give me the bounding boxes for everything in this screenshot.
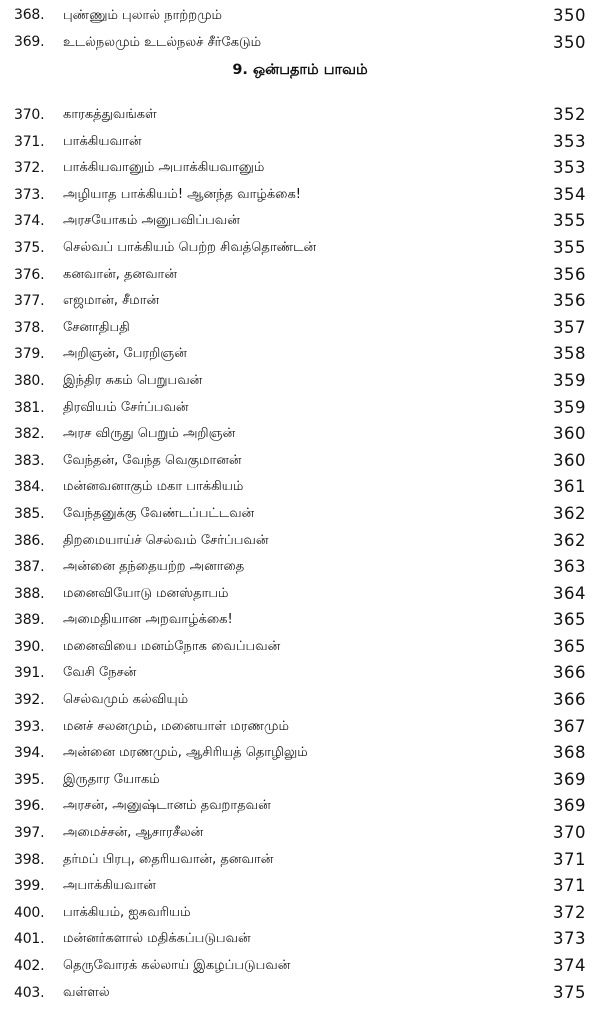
entry-number: 370. <box>14 107 45 123</box>
section-heading: 9. ஒன்பதாம் பாவம் <box>232 62 368 78</box>
entry-page-number: 365 <box>553 610 586 630</box>
entry-title: மனைவியை மனம்நோக வைப்பவன் <box>63 638 281 654</box>
entry-page-number: 372 <box>553 902 586 922</box>
entry-title: இருதார யோகம் <box>63 771 160 787</box>
entry-title: திரவியம் சேர்ப்பவன் <box>63 399 189 415</box>
contents-entry <box>0 368 600 395</box>
entry-page-number: 359 <box>553 370 586 390</box>
entry-title: தெருவோரக் கல்லாய் இகழப்படுபவன் <box>63 958 291 973</box>
entry-title: அமைதியான அறவாழ்க்கை! <box>63 612 233 628</box>
entry-page-number: 357 <box>553 317 586 337</box>
entry-title: மன்னவனாகும் மகா பாக்கியம் <box>63 479 244 495</box>
entry-number: 377. <box>14 293 45 310</box>
entry-title: வேந்தனுக்கு வேண்டப்பட்டவன் <box>63 505 255 521</box>
entry-page-number: 350 <box>553 33 586 52</box>
entry-number: 369. <box>14 34 45 50</box>
entry-title: அரச விருது பெறும் அறிஞன் <box>63 426 236 442</box>
contents-entry <box>0 926 600 953</box>
contents-entry <box>0 2 600 29</box>
contents-entry <box>0 980 600 1007</box>
contents-entry <box>0 900 600 927</box>
contents-entry <box>0 687 600 714</box>
contents-entry <box>0 395 600 422</box>
entry-number: 371. <box>14 133 45 150</box>
entry-number: 403. <box>14 984 45 1001</box>
entry-page-number: 373 <box>553 929 586 949</box>
entry-title: அபாக்கியவான் <box>63 878 156 894</box>
entry-title: செல்வப் பாக்கியம் பெற்ற சிவத்தொண்டன் <box>63 239 317 255</box>
entry-page-number: 362 <box>553 530 586 550</box>
entry-title: இந்திர சுகம் பெறுபவன் <box>63 372 203 388</box>
entry-title: பாக்கியவானும் அபாக்கியவானும் <box>63 160 265 176</box>
entry-number: 391. <box>14 665 45 682</box>
contents-entry <box>0 820 600 847</box>
contents-entry <box>0 155 600 182</box>
entry-number: 390. <box>14 638 45 655</box>
entry-title: அமைச்சன், ஆசாரசீலன் <box>63 825 204 841</box>
contents-list-ninth-house <box>0 102 600 1006</box>
entry-title: அன்னை மரணமும், ஆசிரியத் தொழிலும் <box>63 745 308 761</box>
contents-entry <box>0 528 600 555</box>
entry-title: சேனாதிபதி <box>63 319 130 335</box>
entry-number: 394. <box>14 745 45 762</box>
entry-page-number: 356 <box>553 291 586 311</box>
entry-number: 401. <box>14 931 45 948</box>
entry-number: 389. <box>14 612 45 629</box>
entry-page-number: 369 <box>553 796 586 816</box>
contents-entry <box>0 607 600 634</box>
entry-number: 381. <box>14 399 45 416</box>
entry-page-number: 368 <box>553 743 586 763</box>
contents-entry <box>0 793 600 820</box>
contents-entry <box>0 474 600 501</box>
contents-entry <box>0 288 600 315</box>
contents-entry <box>0 581 600 608</box>
contents-entry <box>0 767 600 794</box>
entry-number: 388. <box>14 585 45 602</box>
entry-page-number: 367 <box>553 716 586 736</box>
entry-page-number: 356 <box>553 264 586 284</box>
contents-entry <box>0 341 600 368</box>
entry-number: 378. <box>14 319 45 336</box>
entry-page-number: 350 <box>553 6 586 25</box>
contents-entry <box>0 262 600 289</box>
entry-number: 384. <box>14 479 45 496</box>
entry-number: 402. <box>14 958 45 974</box>
contents-entry <box>0 235 600 262</box>
entry-title: வேசி நேசன் <box>63 665 137 681</box>
contents-entry <box>0 208 600 235</box>
contents-entry <box>0 501 600 528</box>
entry-title: பாக்கியம், ஐசுவரியம் <box>63 904 191 920</box>
entry-page-number: 371 <box>553 849 586 869</box>
entry-number: 382. <box>14 426 45 443</box>
entry-title: தர்மப் பிரபு, தைரியவான், தனவான் <box>63 851 274 867</box>
entry-number: 386. <box>14 532 45 549</box>
entry-page-number: 362 <box>553 503 586 523</box>
entry-number: 373. <box>14 186 45 203</box>
entry-number: 397. <box>14 825 45 842</box>
entry-title: மன்னர்களால் மதிக்கப்படுபவன் <box>63 931 251 947</box>
entry-title: அரசன், அனுஷ்டானம் தவறாதவன் <box>63 798 271 814</box>
entry-title: மனச் சலனமும், மனையாள் மரணமும் <box>63 718 289 734</box>
entry-page-number: 355 <box>553 211 586 231</box>
entry-title: அன்னை தந்தையற்ற அனாதை <box>63 559 245 575</box>
contents-entry <box>0 740 600 767</box>
entry-number: 375. <box>14 239 45 256</box>
entry-page-number: 360 <box>553 450 586 470</box>
entry-number: 380. <box>14 372 45 389</box>
contents-entry <box>0 873 600 900</box>
contents-entry <box>0 953 600 980</box>
entry-page-number: 366 <box>553 690 586 710</box>
entry-page-number: 375 <box>553 982 586 1002</box>
entry-title: காரகத்துவங்கள் <box>63 107 157 122</box>
entry-number: 395. <box>14 771 45 788</box>
contents-entry <box>0 29 600 56</box>
entry-number: 387. <box>14 559 45 576</box>
entry-title: உடல்நலமும் உடல்நலச் சீர்கேடும் <box>63 35 262 50</box>
entry-page-number: 354 <box>553 184 586 204</box>
entry-page-number: 363 <box>553 557 586 577</box>
contents-entry <box>0 634 600 661</box>
entry-page-number: 353 <box>553 131 586 151</box>
entry-title: புண்ணும் புலால் நாற்றமும் <box>63 8 222 23</box>
contents-entry <box>0 714 600 741</box>
contents-entry <box>0 847 600 874</box>
entry-page-number: 355 <box>553 237 586 257</box>
entry-page-number: 360 <box>553 424 586 444</box>
contents-list-previous-section <box>0 2 600 56</box>
entry-title: எஜமான், சீமான் <box>63 293 160 309</box>
entry-title: அரசயோகம் அனுபவிப்பவன் <box>63 213 240 229</box>
entry-number: 399. <box>14 878 45 895</box>
contents-entry <box>0 554 600 581</box>
contents-entry <box>0 102 600 129</box>
entry-number: 393. <box>14 718 45 735</box>
entry-number: 396. <box>14 798 45 815</box>
entry-page-number: 353 <box>553 158 586 178</box>
entry-title: அழியாத பாக்கியம்! ஆனந்த வாழ்க்கை! <box>63 186 301 202</box>
entry-title: செல்வமும் கல்வியும் <box>63 692 189 708</box>
entry-number: 385. <box>14 505 45 522</box>
entry-page-number: 374 <box>553 956 586 975</box>
entry-number: 400. <box>14 904 45 921</box>
entry-page-number: 352 <box>553 105 586 124</box>
entry-title: திறமையாய்ச் செல்வம் சேர்ப்பவன் <box>63 532 269 548</box>
entry-page-number: 364 <box>553 583 586 603</box>
entry-page-number: 359 <box>553 397 586 417</box>
entry-number: 383. <box>14 452 45 469</box>
entry-title: மனைவியோடு மனஸ்தாபம் <box>63 585 229 601</box>
entry-page-number: 366 <box>553 663 586 683</box>
entry-title: அறிஞன், பேரறிஞன் <box>63 346 187 362</box>
contents-entry <box>0 129 600 156</box>
entry-page-number: 361 <box>553 477 586 497</box>
contents-entry <box>0 660 600 687</box>
entry-number: 374. <box>14 213 45 230</box>
entry-title: கனவான், தனவான் <box>63 266 177 282</box>
entry-number: 376. <box>14 266 45 283</box>
entry-number: 372. <box>14 160 45 177</box>
entry-page-number: 369 <box>553 769 586 789</box>
entry-page-number: 370 <box>553 823 586 843</box>
entry-page-number: 358 <box>553 344 586 364</box>
entry-title: வள்ளல் <box>63 984 110 1000</box>
entry-number: 368. <box>14 7 45 23</box>
contents-entry <box>0 182 600 209</box>
contents-entry <box>0 421 600 448</box>
entry-number: 379. <box>14 346 45 363</box>
entry-number: 392. <box>14 692 45 709</box>
entry-number: 398. <box>14 851 45 868</box>
entry-title: பாக்கியவான் <box>63 133 142 149</box>
entry-page-number: 365 <box>553 636 586 656</box>
contents-entry <box>0 315 600 342</box>
entry-title: வேந்தன், வேந்த வெகுமானன் <box>63 452 242 468</box>
contents-entry <box>0 448 600 475</box>
entry-page-number: 371 <box>553 876 586 896</box>
